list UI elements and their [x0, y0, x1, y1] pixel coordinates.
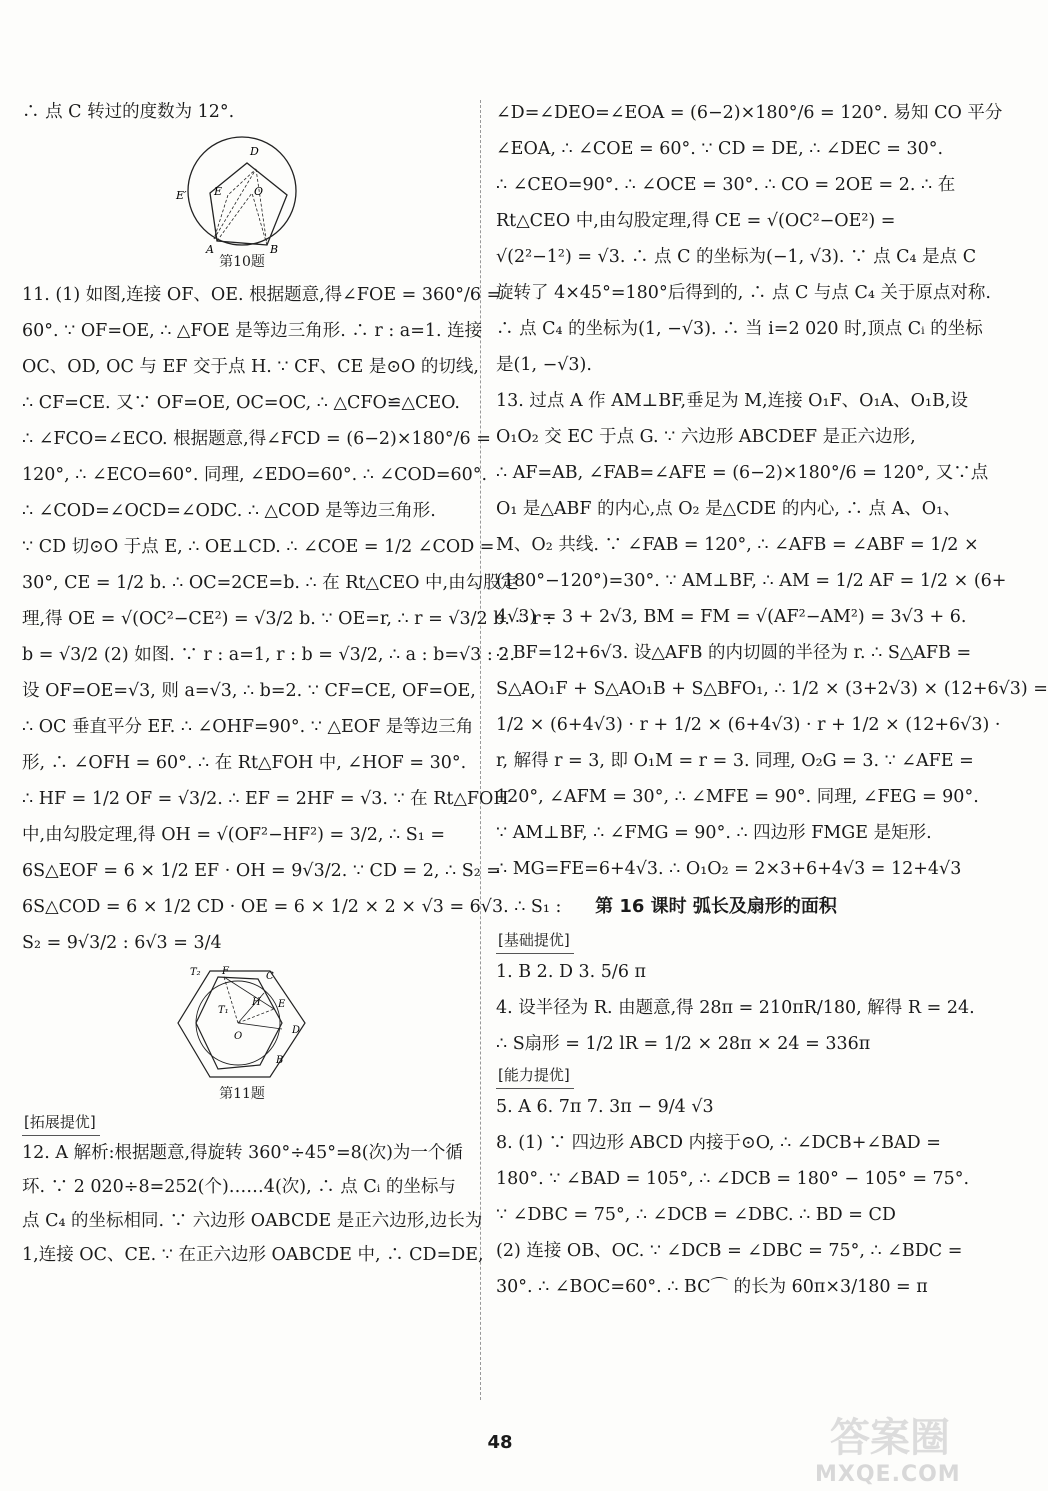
q13-line: 120°, ∠AFM = 30°, ∴ ∠MFE = 90°. 同理, ∠FEG = 90°. [496, 787, 979, 807]
label-d: D [250, 145, 259, 158]
q13-line: ∴ AF=AB, ∠FAB=∠AFE = (6−2)×180°/6 = 120°, 又∵点 [496, 463, 989, 483]
lesson-title: 第 16 课时 弧长及扇形的面积 [595, 896, 837, 917]
ability-line: 30°. ∴ ∠BOC=60°. ∴ BC⌒ 的长为 60π×3/180 = π [496, 1277, 928, 1297]
label-e: E [214, 185, 223, 198]
q11-line: ∴ ∠COD=∠OCD=∠ODC. ∴ △COD 是等边三角形. [22, 501, 436, 521]
q11-line: ∴ ∠FCO=∠ECO. 根据题意,得∠FCD = (6−2)×180°/6 = [22, 429, 491, 449]
figure-10 [22, 133, 462, 271]
label-h: H [252, 997, 261, 1008]
ability-line: 8. (1) ∵ 四边形 ABCD 内接于⊙O, ∴ ∠DCB+∠BAD = [496, 1133, 941, 1153]
q11-line: S₂ = 9√3/2 : 6√3 = 3/4 [22, 933, 222, 953]
q13-line: 13. 过点 A 作 AM⊥BF,垂足为 M,连接 O₁F、O₁A、O₁B,设 [496, 391, 968, 411]
q11-line: ∴ OC 垂直平分 EF. ∴ ∠OHF=90°. ∵ △EOF 是等边三角 [22, 717, 474, 737]
q12-line: 12. A 解析:根据题意,得旋转 360°÷45°=8(次)为一个循 [22, 1143, 463, 1163]
page-number: 48 [487, 1432, 513, 1453]
q11-line: ∴ CF=CE. 又∵ OF=OE, OC=OC, ∴ △CFO≌△CEO. [22, 393, 460, 413]
q12b-line: 是(1, −√3). [496, 355, 592, 375]
question-12-continued [496, 95, 1003, 383]
section-tag-basic: [基础提优] [496, 927, 574, 954]
ability-line: 180°. ∵ ∠BAD = 105°, ∴ ∠DCB = 180° − 105° = 75°. [496, 1169, 970, 1189]
q11-line: ∵ CD 切⊙O 于点 E, ∴ OE⊥CD. ∴ ∠COE = 1/2 ∠COD = [22, 537, 495, 557]
basic-line: ∴ S扇形 = 1/2 lR = 1/2 × 28π × 24 = 336π [496, 1034, 871, 1054]
label-o: O [254, 185, 264, 198]
q12-line: 环. ∵ 2 020÷8=252(个)……4(次), ∴ 点 Cᵢ 的坐标与 [22, 1177, 456, 1197]
label-b: B [270, 243, 279, 256]
question-13 [496, 383, 1048, 887]
label-e-prime: E′ [176, 189, 187, 202]
q11-line: 11. (1) 如图,连接 OF、OE. 根据题意,得∠FOE = 360°/6 = [22, 285, 502, 305]
watermark-url: MXQE.COM [815, 1462, 961, 1487]
label-d: D [292, 1025, 301, 1036]
basic-line: 4. 设半径为 R. 由题意,得 28π = 210πR/180, 解得 R = 24. [496, 998, 975, 1018]
q13-line: 1/2 × (6+4√3) · r + 1/2 × (6+4√3) · r + 1/2 × (12+6√3) · [496, 715, 1001, 735]
figure-11-drawing [172, 965, 312, 1085]
ability-answers [496, 1089, 970, 1305]
basic-answers [496, 954, 975, 1062]
q12b-line: Rt△CEO 中,由勾股定理,得 CE = √(OC²−OE²) = [496, 211, 896, 231]
q11-line: b = √3/2 (2) 如图. ∵ r : a=1, r : b = √3/2, ∴ a : b=√3 : 2. [22, 645, 515, 665]
figure-10-caption: 第10题 [219, 254, 265, 270]
label-t2: T₂ [190, 967, 201, 978]
q13-line: (180°−120°)=30°. ∵ AM⊥BF, ∴ AM = 1/2 AF = 1/2 × (6+ [496, 571, 1007, 591]
label-f: F [222, 966, 229, 977]
figure-10-drawing [172, 133, 312, 256]
q12b-line: ∴ ∠CEO=90°. ∴ ∠OCE = 30°. ∴ CO = 2OE = 2. ∴ 在 [496, 175, 956, 195]
section-tag-expand: [拓展提优] [22, 1109, 100, 1136]
q11-line: 30°, CE = 1/2 b. ∴ OC=2CE=b. ∴ 在 Rt△CEO 中,由勾股定 [22, 573, 519, 593]
label-t1: T₁ [218, 1005, 229, 1016]
q11-line: 6S△COD = 6 × 1/2 CD · OE = 6 × 1/2 × 2 × √3 = 6√3. ∴ S₁ : [22, 897, 562, 917]
q11-line: 120°, ∴ ∠ECO=60°. 同理, ∠EDO=60°. ∴ ∠COD=60°. [22, 465, 488, 485]
q12-line: 点 C₄ 的坐标相同. ∵ 六边形 OABCDE 是正六边形,边长为 [22, 1211, 483, 1231]
q11-line: 中,由勾股定理,得 OH = √(OF²−HF²) = 3/2, ∴ S₁ = [22, 825, 445, 845]
q11-line: 6S△EOF = 6 × 1/2 EF · OH = 9√3/2. ∵ CD = 2, ∴ S₂ = [22, 861, 501, 881]
basic-line: 1. B 2. D 3. 5/6 π [496, 962, 647, 982]
q13-line: S△AO₁F + S△AO₁B + S△BFO₁, ∴ 1/2 × (3+2√3) × (12+6√3) = [496, 679, 1048, 699]
figure-11 [22, 965, 462, 1103]
q11-line: ∴ HF = 1/2 OF = √3/2. ∴ EF = 2HF = √3. ∵ 在 Rt△FOH [22, 789, 509, 809]
q11-line: OC、OD, OC 与 EF 交于点 H. ∵ CF、CE 是⊙O 的切线, [22, 357, 479, 377]
q13-line: 4√3) = 3 + 2√3, BM = FM = √(AF²−AM²) = 3√3 + 6. [496, 607, 967, 627]
label-o: O [234, 1031, 243, 1042]
q11-line: 形, ∴ ∠OFH = 60°. ∴ 在 Rt△FOH 中, ∠HOF = 30°. [22, 753, 467, 773]
label-c: C [266, 971, 274, 982]
figure-11-caption: 第11题 [219, 1086, 265, 1102]
q13-line: ∴ MG=FE=6+4√3. ∴ O₁O₂ = 2×3+6+4√3 = 12+4√3 [496, 859, 962, 879]
label-a: A [206, 243, 214, 256]
ability-line: 5. A 6. 7π 7. 3π − 9/4 √3 [496, 1097, 714, 1117]
q11-line: 设 OF=OE=√3, 则 a=√3, ∴ b=2. ∵ CF=CE, OF=OE, [22, 681, 476, 701]
q13-line: ∴ BF=12+6√3. 设△AFB 的内切圆的半径为 r. ∴ S△AFB = [496, 643, 972, 663]
q12-line: 1,连接 OC、CE. ∵ 在正六边形 OABCDE 中, ∴ CD=DE, [22, 1245, 484, 1265]
q13-line: O₁ 是△ABF 的内心,点 O₂ 是△CDE 的内心, ∴ 点 A、O₁、 [496, 499, 961, 519]
right-column [496, 95, 1048, 1305]
q12b-line: ∴ 点 C₄ 的坐标为(1, −√3). ∴ 当 i=2 020 时,顶点 Cᵢ 的坐标 [496, 319, 983, 339]
q12b-line: ∠EOA, ∴ ∠COE = 60°. ∵ CD = DE, ∴ ∠DEC = 30°. [496, 139, 944, 159]
label-e: E [278, 999, 286, 1010]
q13-line: r, 解得 r = 3, 即 O₁M = r = 3. 同理, O₂G = 3. ∵ ∠AFE = [496, 751, 974, 771]
question-12 [22, 1136, 484, 1272]
q13-line: O₁O₂ 交 EC 于点 G. ∵ 六边形 ABCDEF 是正六边形, [496, 427, 916, 447]
ability-line: ∵ ∠DBC = 75°, ∴ ∠DCB = ∠DBC. ∴ BD = CD [496, 1205, 896, 1225]
section-tag-ability: [能力提优] [496, 1062, 574, 1089]
q11-line: 理,得 OE = √(OC²−CE²) = √3/2 b. ∵ OE=r, ∴ r = √3/2 b. ∴ r : [22, 609, 553, 629]
q12b-line: √(2²−1²) = √3. ∴ 点 C 的坐标为(−1, √3). ∵ 点 C₄ 是点 C [496, 247, 977, 267]
q12b-line: ∠D=∠DEO=∠EOA = (6−2)×180°/6 = 120°. 易知 CO 平分 [496, 103, 1003, 123]
q13-line: M、O₂ 共线. ∵ ∠FAB = 120°, ∴ ∠AFB = ∠ABF = 1/2 × [496, 535, 979, 555]
intro-line: ∴ 点 C 转过的度数为 12°. [22, 102, 235, 122]
q13-line: ∵ AM⊥BF, ∴ ∠FMG = 90°. ∴ 四边形 FMGE 是矩形. [496, 823, 932, 843]
label-b: B [276, 1055, 284, 1066]
watermark-logo: 答案圈 [830, 1415, 950, 1461]
ability-line: (2) 连接 OB、OC. ∵ ∠DCB = ∠DBC = 75°, ∴ ∠BDC = [496, 1241, 963, 1261]
q12b-line: 旋转了 4×45°=180°后得到的, ∴ 点 C 与点 C₄ 关于原点对称. [496, 283, 991, 303]
q11-line: 60°. ∵ OF=OE, ∴ △FOE 是等边三角形. ∴ r : a=1. 连接 [22, 321, 483, 341]
